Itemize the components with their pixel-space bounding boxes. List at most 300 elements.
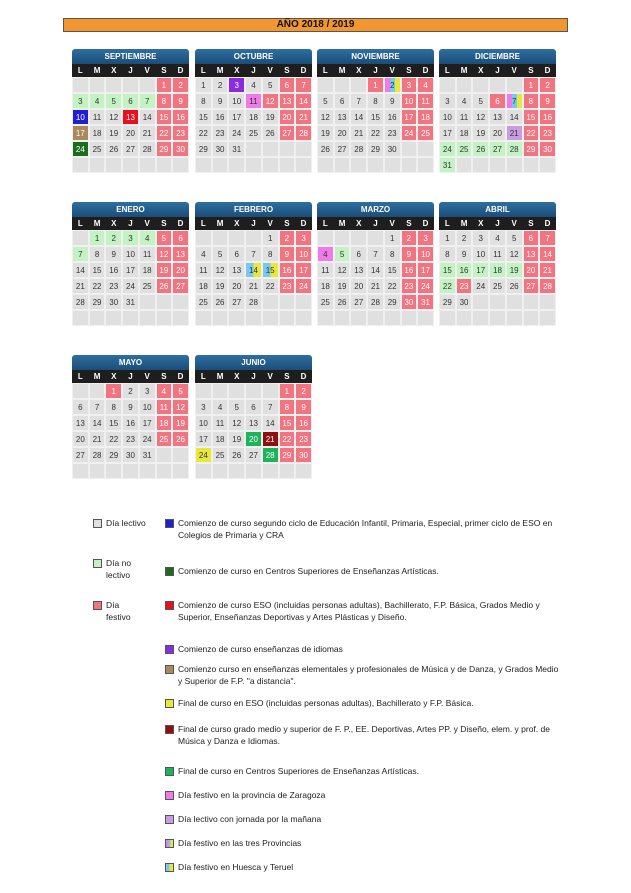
day-cell: 5: [156, 230, 173, 246]
day-cell: 24: [139, 431, 156, 447]
day-cell: 14: [350, 109, 367, 125]
day-cell: 3: [295, 230, 312, 246]
day-cell: 25: [245, 125, 262, 141]
day-cell: 2: [384, 77, 401, 93]
day-cell: 6: [350, 246, 367, 262]
empty-cell: [384, 157, 401, 173]
day-cell: 1: [105, 383, 122, 399]
day-cell: 8: [156, 93, 173, 109]
legend-swatch: [93, 519, 102, 528]
day-cell: 21: [350, 125, 367, 141]
day-cell: 22: [156, 125, 173, 141]
day-cell: 27: [279, 125, 296, 141]
legend-label: Comienzo curso en enseñanzas elementales y profesionales de Música y de Danza, y Grados Medio y Superior de F.P. "a distancia".: [178, 664, 559, 686]
empty-cell: [350, 230, 367, 246]
legend-swatch: [165, 767, 174, 776]
empty-cell: [417, 310, 434, 326]
legend-label: Día festivo en la provincia de Zaragoza: [178, 790, 326, 800]
legend-swatch: [165, 699, 174, 708]
day-cell: 14: [72, 262, 89, 278]
day-cell: 18: [417, 109, 434, 125]
weekday-header: V: [139, 64, 156, 77]
legend-swatch: [165, 519, 174, 528]
month-septiembre: [72, 49, 189, 173]
day-cell: 17: [139, 415, 156, 431]
day-cell: 26: [172, 431, 189, 447]
day-cell: 28: [139, 141, 156, 157]
weekday-header: X: [105, 370, 122, 383]
month-title: DICIEMBRE: [439, 49, 556, 64]
empty-cell: [401, 141, 418, 157]
empty-cell: [228, 463, 245, 479]
legend-swatch: [165, 725, 174, 734]
day-cell: 21: [539, 262, 556, 278]
empty-cell: [456, 157, 473, 173]
day-cell: 8: [105, 399, 122, 415]
day-cell: 30: [105, 294, 122, 310]
day-cell: 13: [523, 246, 540, 262]
day-cell: 24: [295, 278, 312, 294]
day-cell: 4: [245, 77, 262, 93]
weekday-header: J: [367, 217, 384, 230]
day-cell: 12: [156, 246, 173, 262]
weekday-header: J: [245, 217, 262, 230]
day-cell: 2: [122, 383, 139, 399]
empty-cell: [350, 77, 367, 93]
day-cell: 19: [262, 109, 279, 125]
day-cell: 3: [195, 399, 212, 415]
day-cell: 10: [122, 246, 139, 262]
day-cell: 11: [245, 93, 262, 109]
weekday-header: V: [139, 217, 156, 230]
day-cell: 22: [262, 278, 279, 294]
day-cell: 8: [439, 246, 456, 262]
empty-cell: [489, 294, 506, 310]
day-cell: 2: [279, 230, 296, 246]
empty-cell: [212, 230, 229, 246]
weekday-header: M: [334, 217, 351, 230]
day-cell: 5: [228, 399, 245, 415]
day-cell: 28: [295, 125, 312, 141]
day-cell: 7: [72, 246, 89, 262]
empty-cell: [72, 463, 89, 479]
day-cell: 5: [317, 93, 334, 109]
weekday-header: M: [89, 217, 106, 230]
day-cell: 23: [401, 278, 418, 294]
day-cell: 22: [384, 278, 401, 294]
day-cell: 18: [139, 262, 156, 278]
day-cell: 25: [317, 294, 334, 310]
day-cell: 7: [367, 246, 384, 262]
day-cell: 21: [72, 278, 89, 294]
day-cell: 16: [384, 109, 401, 125]
day-cell: 13: [72, 415, 89, 431]
day-cell: 27: [245, 447, 262, 463]
empty-cell: [384, 310, 401, 326]
weekday-header: D: [172, 64, 189, 77]
weekday-header: V: [262, 370, 279, 383]
legend-swatch: [165, 567, 174, 576]
day-cell: 1: [195, 77, 212, 93]
day-cell: 11: [456, 109, 473, 125]
weekday-header: X: [228, 370, 245, 383]
legend-label: Comienzo de curso enseñanzas de idiomas: [178, 644, 343, 654]
day-cell: 22: [523, 125, 540, 141]
legend-label: Final de curso en ESO (incluidas personas adultas), Bachillerato y F.P. Básica.: [178, 698, 474, 708]
day-cell: 25: [212, 447, 229, 463]
day-cell: 27: [523, 278, 540, 294]
day-cell: 12: [172, 399, 189, 415]
weekday-header: S: [523, 64, 540, 77]
day-cell: 11: [89, 109, 106, 125]
day-cell: 28: [350, 141, 367, 157]
day-cell: 26: [105, 141, 122, 157]
day-cell: 6: [122, 93, 139, 109]
day-cell: 10: [139, 399, 156, 415]
day-cell: 9: [172, 93, 189, 109]
day-cell: 1: [89, 230, 106, 246]
empty-cell: [295, 463, 312, 479]
day-cell: 15: [367, 109, 384, 125]
empty-cell: [105, 77, 122, 93]
day-cell: 12: [472, 109, 489, 125]
day-cell: 21: [89, 431, 106, 447]
weekday-header: V: [384, 64, 401, 77]
weekday-header: J: [245, 64, 262, 77]
legend-item: [165, 723, 560, 747]
day-cell: 17: [122, 262, 139, 278]
month-title: MARZO: [317, 202, 434, 217]
day-cell: 4: [195, 246, 212, 262]
day-cell: 20: [523, 262, 540, 278]
weekday-header: S: [279, 370, 296, 383]
weekday-header: L: [317, 64, 334, 77]
day-cell: 12: [506, 246, 523, 262]
legend-swatch: [165, 815, 174, 824]
weekday-header: D: [539, 64, 556, 77]
month-title: JUNIO: [195, 355, 312, 370]
empty-cell: [105, 310, 122, 326]
empty-cell: [72, 157, 89, 173]
day-cell: 20: [72, 431, 89, 447]
day-cell: 9: [384, 93, 401, 109]
weekday-header: L: [317, 217, 334, 230]
day-cell: 29: [279, 447, 296, 463]
day-cell: 8: [523, 93, 540, 109]
weekday-header: M: [89, 64, 106, 77]
empty-cell: [156, 447, 173, 463]
day-cell: 29: [439, 294, 456, 310]
day-cell: 28: [72, 294, 89, 310]
day-cell: 8: [279, 399, 296, 415]
day-cell: 17: [228, 109, 245, 125]
month-febrero: [195, 202, 312, 326]
weekday-header: M: [212, 370, 229, 383]
day-cell: 3: [401, 77, 418, 93]
day-cell: 18: [245, 109, 262, 125]
day-cell: 5: [472, 93, 489, 109]
day-cell: 11: [417, 93, 434, 109]
day-cell: 14: [89, 415, 106, 431]
day-cell: 30: [539, 141, 556, 157]
day-cell: 30: [122, 447, 139, 463]
day-cell: 21: [506, 125, 523, 141]
empty-cell: [105, 157, 122, 173]
day-cell: 9: [539, 93, 556, 109]
day-cell: 16: [456, 262, 473, 278]
legend-swatch: [165, 863, 174, 872]
day-cell: 26: [212, 294, 229, 310]
weekday-header: X: [350, 217, 367, 230]
day-cell: 7: [295, 77, 312, 93]
empty-cell: [195, 230, 212, 246]
empty-cell: [245, 310, 262, 326]
day-cell: 5: [172, 383, 189, 399]
empty-cell: [195, 310, 212, 326]
weekday-header: M: [89, 370, 106, 383]
day-cell: 1: [279, 383, 296, 399]
weekday-header: J: [122, 370, 139, 383]
day-cell: 5: [212, 246, 229, 262]
empty-cell: [295, 157, 312, 173]
day-cell: 13: [172, 246, 189, 262]
day-cell: 26: [506, 278, 523, 294]
day-cell: 22: [279, 431, 296, 447]
day-cell: 3: [72, 93, 89, 109]
legend-item: [165, 599, 560, 623]
day-cell: 13: [350, 262, 367, 278]
empty-cell: [72, 383, 89, 399]
legend-item: [165, 517, 560, 541]
weekday-header: V: [262, 217, 279, 230]
day-cell: 19: [334, 278, 351, 294]
empty-cell: [279, 157, 296, 173]
weekday-header: D: [295, 370, 312, 383]
legend-label: Día festivo: [106, 600, 131, 622]
empty-cell: [72, 77, 89, 93]
day-cell: 19: [472, 125, 489, 141]
empty-cell: [172, 463, 189, 479]
empty-cell: [439, 310, 456, 326]
day-cell: 22: [439, 278, 456, 294]
day-cell: 2: [539, 77, 556, 93]
legend-swatch: [165, 665, 174, 674]
empty-cell: [401, 157, 418, 173]
empty-cell: [472, 310, 489, 326]
empty-cell: [506, 310, 523, 326]
day-cell: 9: [212, 93, 229, 109]
empty-cell: [262, 310, 279, 326]
empty-cell: [279, 310, 296, 326]
weekday-header: X: [472, 64, 489, 77]
legend-swatch: [165, 645, 174, 654]
empty-cell: [122, 157, 139, 173]
empty-cell: [262, 383, 279, 399]
day-cell: 6: [172, 230, 189, 246]
day-cell: 18: [156, 415, 173, 431]
day-cell: 23: [212, 125, 229, 141]
empty-cell: [172, 157, 189, 173]
empty-cell: [472, 157, 489, 173]
day-cell: 26: [228, 447, 245, 463]
day-cell: 17: [295, 262, 312, 278]
empty-cell: [228, 383, 245, 399]
empty-cell: [489, 77, 506, 93]
day-cell: 14: [506, 109, 523, 125]
empty-cell: [195, 463, 212, 479]
day-cell: 27: [228, 294, 245, 310]
day-cell: 12: [262, 93, 279, 109]
empty-cell: [439, 77, 456, 93]
weekday-header: S: [279, 64, 296, 77]
day-cell: 29: [156, 141, 173, 157]
legend-swatch: [165, 791, 174, 800]
day-cell: 18: [456, 125, 473, 141]
empty-cell: [472, 294, 489, 310]
day-cell: 19: [172, 415, 189, 431]
day-cell: 16: [212, 109, 229, 125]
weekday-header: S: [279, 217, 296, 230]
day-cell: 4: [212, 399, 229, 415]
legend-label: Final de curso grado medio y superior de F. P., EE. Deportivas, Artes PP. y Diseño, elem. y prof. de Música y Danza e Idiomas.: [178, 724, 550, 746]
day-cell: 16: [279, 262, 296, 278]
empty-cell: [317, 77, 334, 93]
day-cell: 15: [384, 262, 401, 278]
day-cell: 3: [122, 230, 139, 246]
legend-item: [165, 861, 560, 873]
day-cell: 9: [456, 246, 473, 262]
weekday-header: D: [172, 217, 189, 230]
month-junio: [195, 355, 312, 479]
day-cell: 4: [456, 93, 473, 109]
legend-item: [165, 697, 560, 709]
day-cell: 10: [72, 109, 89, 125]
empty-cell: [156, 310, 173, 326]
legend-item: [165, 643, 560, 655]
day-cell: 11: [317, 262, 334, 278]
day-cell: 29: [195, 141, 212, 157]
month-title: FEBRERO: [195, 202, 312, 217]
month-abril: [439, 202, 556, 326]
empty-cell: [122, 77, 139, 93]
empty-cell: [89, 463, 106, 479]
day-cell: 21: [262, 431, 279, 447]
weekday-header: X: [228, 64, 245, 77]
day-cell: 22: [367, 125, 384, 141]
day-cell: 3: [439, 93, 456, 109]
empty-cell: [172, 294, 189, 310]
weekday-header: L: [439, 64, 456, 77]
day-cell: 23: [456, 278, 473, 294]
legend-swatch: [93, 559, 102, 568]
day-cell: 26: [472, 141, 489, 157]
legend-item: [165, 837, 560, 849]
legend-label: Día no lectivo: [106, 558, 132, 580]
day-cell: 7: [139, 93, 156, 109]
day-cell: 2: [401, 230, 418, 246]
day-cell: 12: [334, 262, 351, 278]
day-cell: 9: [122, 399, 139, 415]
empty-cell: [139, 310, 156, 326]
empty-cell: [228, 157, 245, 173]
weekday-header: M: [456, 64, 473, 77]
empty-cell: [350, 310, 367, 326]
day-cell: 28: [262, 447, 279, 463]
empty-cell: [506, 294, 523, 310]
legend-item-left: [93, 517, 149, 529]
weekday-header: X: [105, 217, 122, 230]
day-cell: 1: [367, 77, 384, 93]
legend-swatch: [165, 839, 174, 848]
day-cell: 3: [228, 77, 245, 93]
month-title: OCTUBRE: [195, 49, 312, 64]
day-cell: 15: [439, 262, 456, 278]
empty-cell: [295, 294, 312, 310]
day-cell: 31: [139, 447, 156, 463]
day-cell: 11: [195, 262, 212, 278]
weekday-header: J: [245, 370, 262, 383]
day-cell: 29: [89, 294, 106, 310]
day-cell: 3: [417, 230, 434, 246]
empty-cell: [295, 310, 312, 326]
empty-cell: [172, 447, 189, 463]
day-cell: 1: [523, 77, 540, 93]
empty-cell: [523, 294, 540, 310]
empty-cell: [245, 141, 262, 157]
empty-cell: [334, 310, 351, 326]
weekday-header: L: [195, 370, 212, 383]
day-cell: 4: [139, 230, 156, 246]
day-cell: 22: [195, 125, 212, 141]
empty-cell: [317, 230, 334, 246]
day-cell: 15: [105, 415, 122, 431]
month-diciembre: [439, 49, 556, 173]
weekday-header: M: [212, 217, 229, 230]
day-cell: 10: [472, 246, 489, 262]
day-cell: 10: [401, 93, 418, 109]
day-cell: 8: [89, 246, 106, 262]
empty-cell: [279, 294, 296, 310]
day-cell: 15: [195, 109, 212, 125]
empty-cell: [367, 230, 384, 246]
day-cell: 19: [105, 125, 122, 141]
weekday-header: L: [195, 217, 212, 230]
legend-swatch: [165, 601, 174, 610]
empty-cell: [317, 157, 334, 173]
day-cell: 26: [334, 294, 351, 310]
day-cell: 21: [295, 109, 312, 125]
day-cell: 30: [172, 141, 189, 157]
day-cell: 12: [317, 109, 334, 125]
day-cell: 25: [89, 141, 106, 157]
month-octubre: [195, 49, 312, 173]
day-cell: 17: [401, 109, 418, 125]
day-cell: 29: [105, 447, 122, 463]
day-cell: 7: [539, 230, 556, 246]
month-title: SEPTIEMBRE: [72, 49, 189, 64]
legend-item: [165, 813, 560, 825]
weekday-header: J: [489, 64, 506, 77]
day-cell: 13: [245, 415, 262, 431]
empty-cell: [417, 157, 434, 173]
empty-cell: [195, 383, 212, 399]
day-cell: 28: [245, 294, 262, 310]
month-mayo: [72, 355, 189, 479]
empty-cell: [89, 157, 106, 173]
empty-cell: [523, 157, 540, 173]
legend-label: Día lectivo: [106, 518, 146, 528]
day-cell: 25: [456, 141, 473, 157]
